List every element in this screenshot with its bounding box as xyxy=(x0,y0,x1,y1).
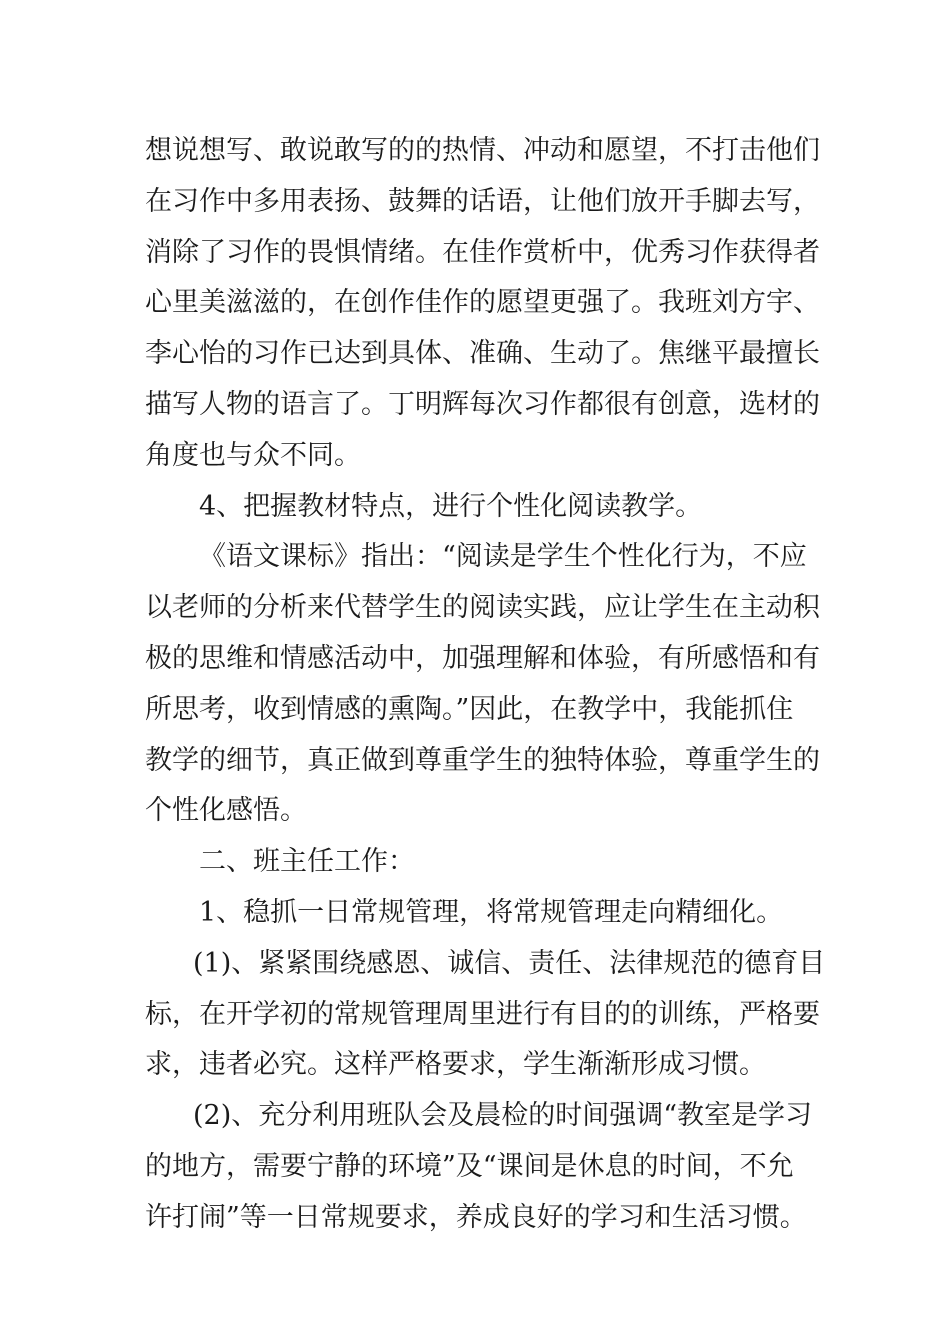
text-line: 消除了习作的畏惧情绪。在佳作赏析中，优秀习作获得者 xyxy=(145,236,820,268)
text-line: 个性化感悟。 xyxy=(145,795,307,827)
text-line: 标，在开学初的常规管理周里进行有目的的训练，严格要 xyxy=(145,998,820,1030)
text-line: 角度也与众不同。 xyxy=(145,439,361,471)
text-line: 心里美滋滋的，在创作佳作的愿望更强了。我班刘方宇、 xyxy=(145,287,820,319)
text-line: 李心怡的习作已达到具体、准确、生动了。焦继平最擅长 xyxy=(145,338,820,370)
text-line: 所思考，收到情感的熏陶。”因此，在教学中，我能抓住 xyxy=(145,693,794,725)
text-line: 极的思维和情感活动中，加强理解和体验，有所感悟和有 xyxy=(145,642,820,674)
text-line: 许打闹”等一日常规要求，养成良好的学习和生活习惯。 xyxy=(145,1201,807,1233)
text-line: 描写人物的语言了。丁明辉每次习作都很有创意，选材的 xyxy=(145,388,820,420)
section-heading: 二、班主任工作： xyxy=(199,846,415,878)
text-line: (2)、充分利用班队会及晨检的时间强调“教室是学习 xyxy=(193,1100,813,1132)
text-line: 以老师的分析来代替学生的阅读实践，应让学生在主动积 xyxy=(145,592,820,624)
subsection-heading: 1、稳抓一日常规管理，将常规管理走向精细化。 xyxy=(199,896,784,928)
text-line: 的地方，需要宁静的环境”及“课间是休息的时间，不允 xyxy=(145,1150,794,1182)
body-text xyxy=(145,126,826,1244)
text-line: 求，违者必究。这样严格要求，学生渐渐形成习惯。 xyxy=(145,1049,766,1081)
text-line: 在习作中多用表扬、鼓舞的话语，让他们放开手脚去写， xyxy=(145,185,820,217)
text-line: 想说想写、敢说敢写的的热情、冲动和愿望，不打击他们 xyxy=(145,135,820,166)
text-line: (1)、紧紧围绕感恩、诚信、责任、法律规范的德育目 xyxy=(193,947,826,979)
text-line: 教学的细节，真正做到尊重学生的独特体验，尊重学生的 xyxy=(145,744,820,776)
section-heading: 4、把握教材特点，进行个性化阅读教学。 xyxy=(199,490,703,522)
text-line: 《语文课标》指出：“阅读是学生个性化行为，不应 xyxy=(199,541,807,573)
